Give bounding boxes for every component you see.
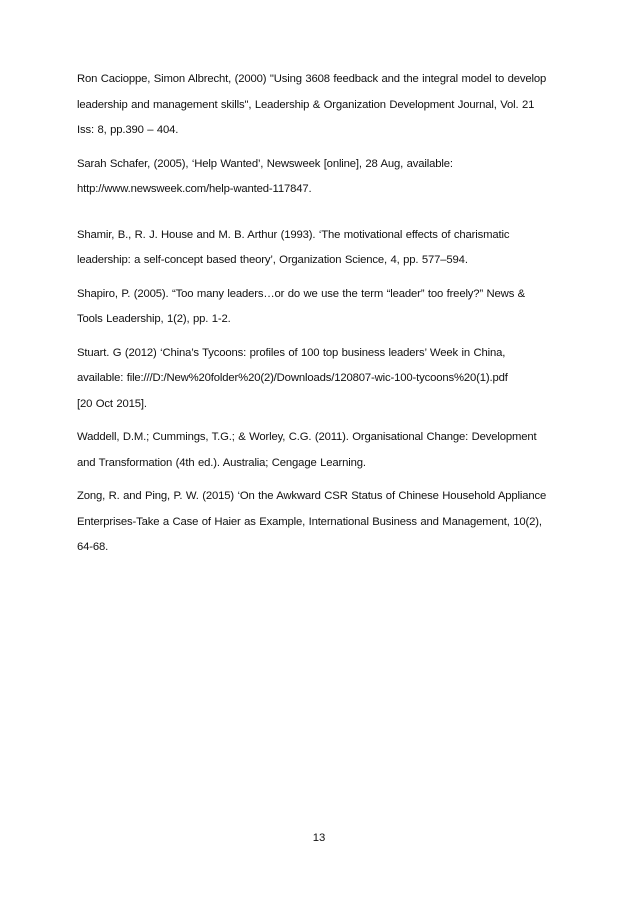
reference-line: and Transformation (4th ed.). Australia; Cengage Learning. xyxy=(77,456,366,469)
reference-line: Enterprises-Take a Case of Haier as Example, International Business and Management, 10(2), xyxy=(77,515,542,528)
reference-item-cacioppe xyxy=(77,67,561,144)
reference-item-shapiro xyxy=(77,282,561,333)
reference-item-zong xyxy=(77,484,561,561)
reference-item-schafer xyxy=(77,152,561,203)
page-number: 13 xyxy=(312,832,326,844)
reference-item-waddell xyxy=(77,425,561,476)
reference-line: available: file:///D:/New%20folder%20(2)/Downloads/120807-wic-100-tycoons%20(1).pdf xyxy=(77,372,508,384)
reference-line: leadership and management skills", Leadership & Organization Development Journal, Vol. 21 xyxy=(77,98,535,111)
reference-line: [20 Oct 2015]. xyxy=(77,397,147,410)
reference-line: Zong, R. and Ping, P. W. (2015) ‘On the Awkward CSR Status of Chinese Household Appliance xyxy=(77,490,547,502)
reference-line: 64-68. xyxy=(77,541,109,553)
reference-line: Waddell, D.M.; Cummings, T.G.; & Worley, C.G. (2011). Organisational Change: Development xyxy=(77,431,537,443)
reference-line: http://www.newsweek.com/help-wanted-117847. xyxy=(77,183,312,195)
reference-line: Shapiro, P. (2005). “Too many leaders…or do we use the term “leader” too freely?” News & xyxy=(77,287,526,300)
reference-line: Shamir, B., R. J. House and M. B. Arthur (1993). ‘The motivational effects of charismatic xyxy=(77,228,510,241)
reference-line: Sarah Schafer, (2005), ‘Help Wanted’, Newsweek [online], 28 Aug, available: xyxy=(77,157,453,170)
reference-line: Stuart. G (2012) ‘China’s Tycoons: profiles of 100 top business leaders’ Week in China, xyxy=(77,346,506,359)
reference-line: leadership: a self-concept based theory’, Organization Science, 4, pp. 577–594. xyxy=(77,254,468,266)
reference-list xyxy=(77,67,561,569)
reference-line: Ron Cacioppe, Simon Albrecht, (2000) "Using 3608 feedback and the integral model to develop xyxy=(77,73,547,85)
reference-line: Iss: 8, pp.390 – 404. xyxy=(77,124,179,136)
reference-item-stuart xyxy=(77,341,561,418)
reference-item-shamir xyxy=(77,223,561,274)
reference-line: Tools Leadership, 1(2), pp. 1-2. xyxy=(77,313,231,325)
